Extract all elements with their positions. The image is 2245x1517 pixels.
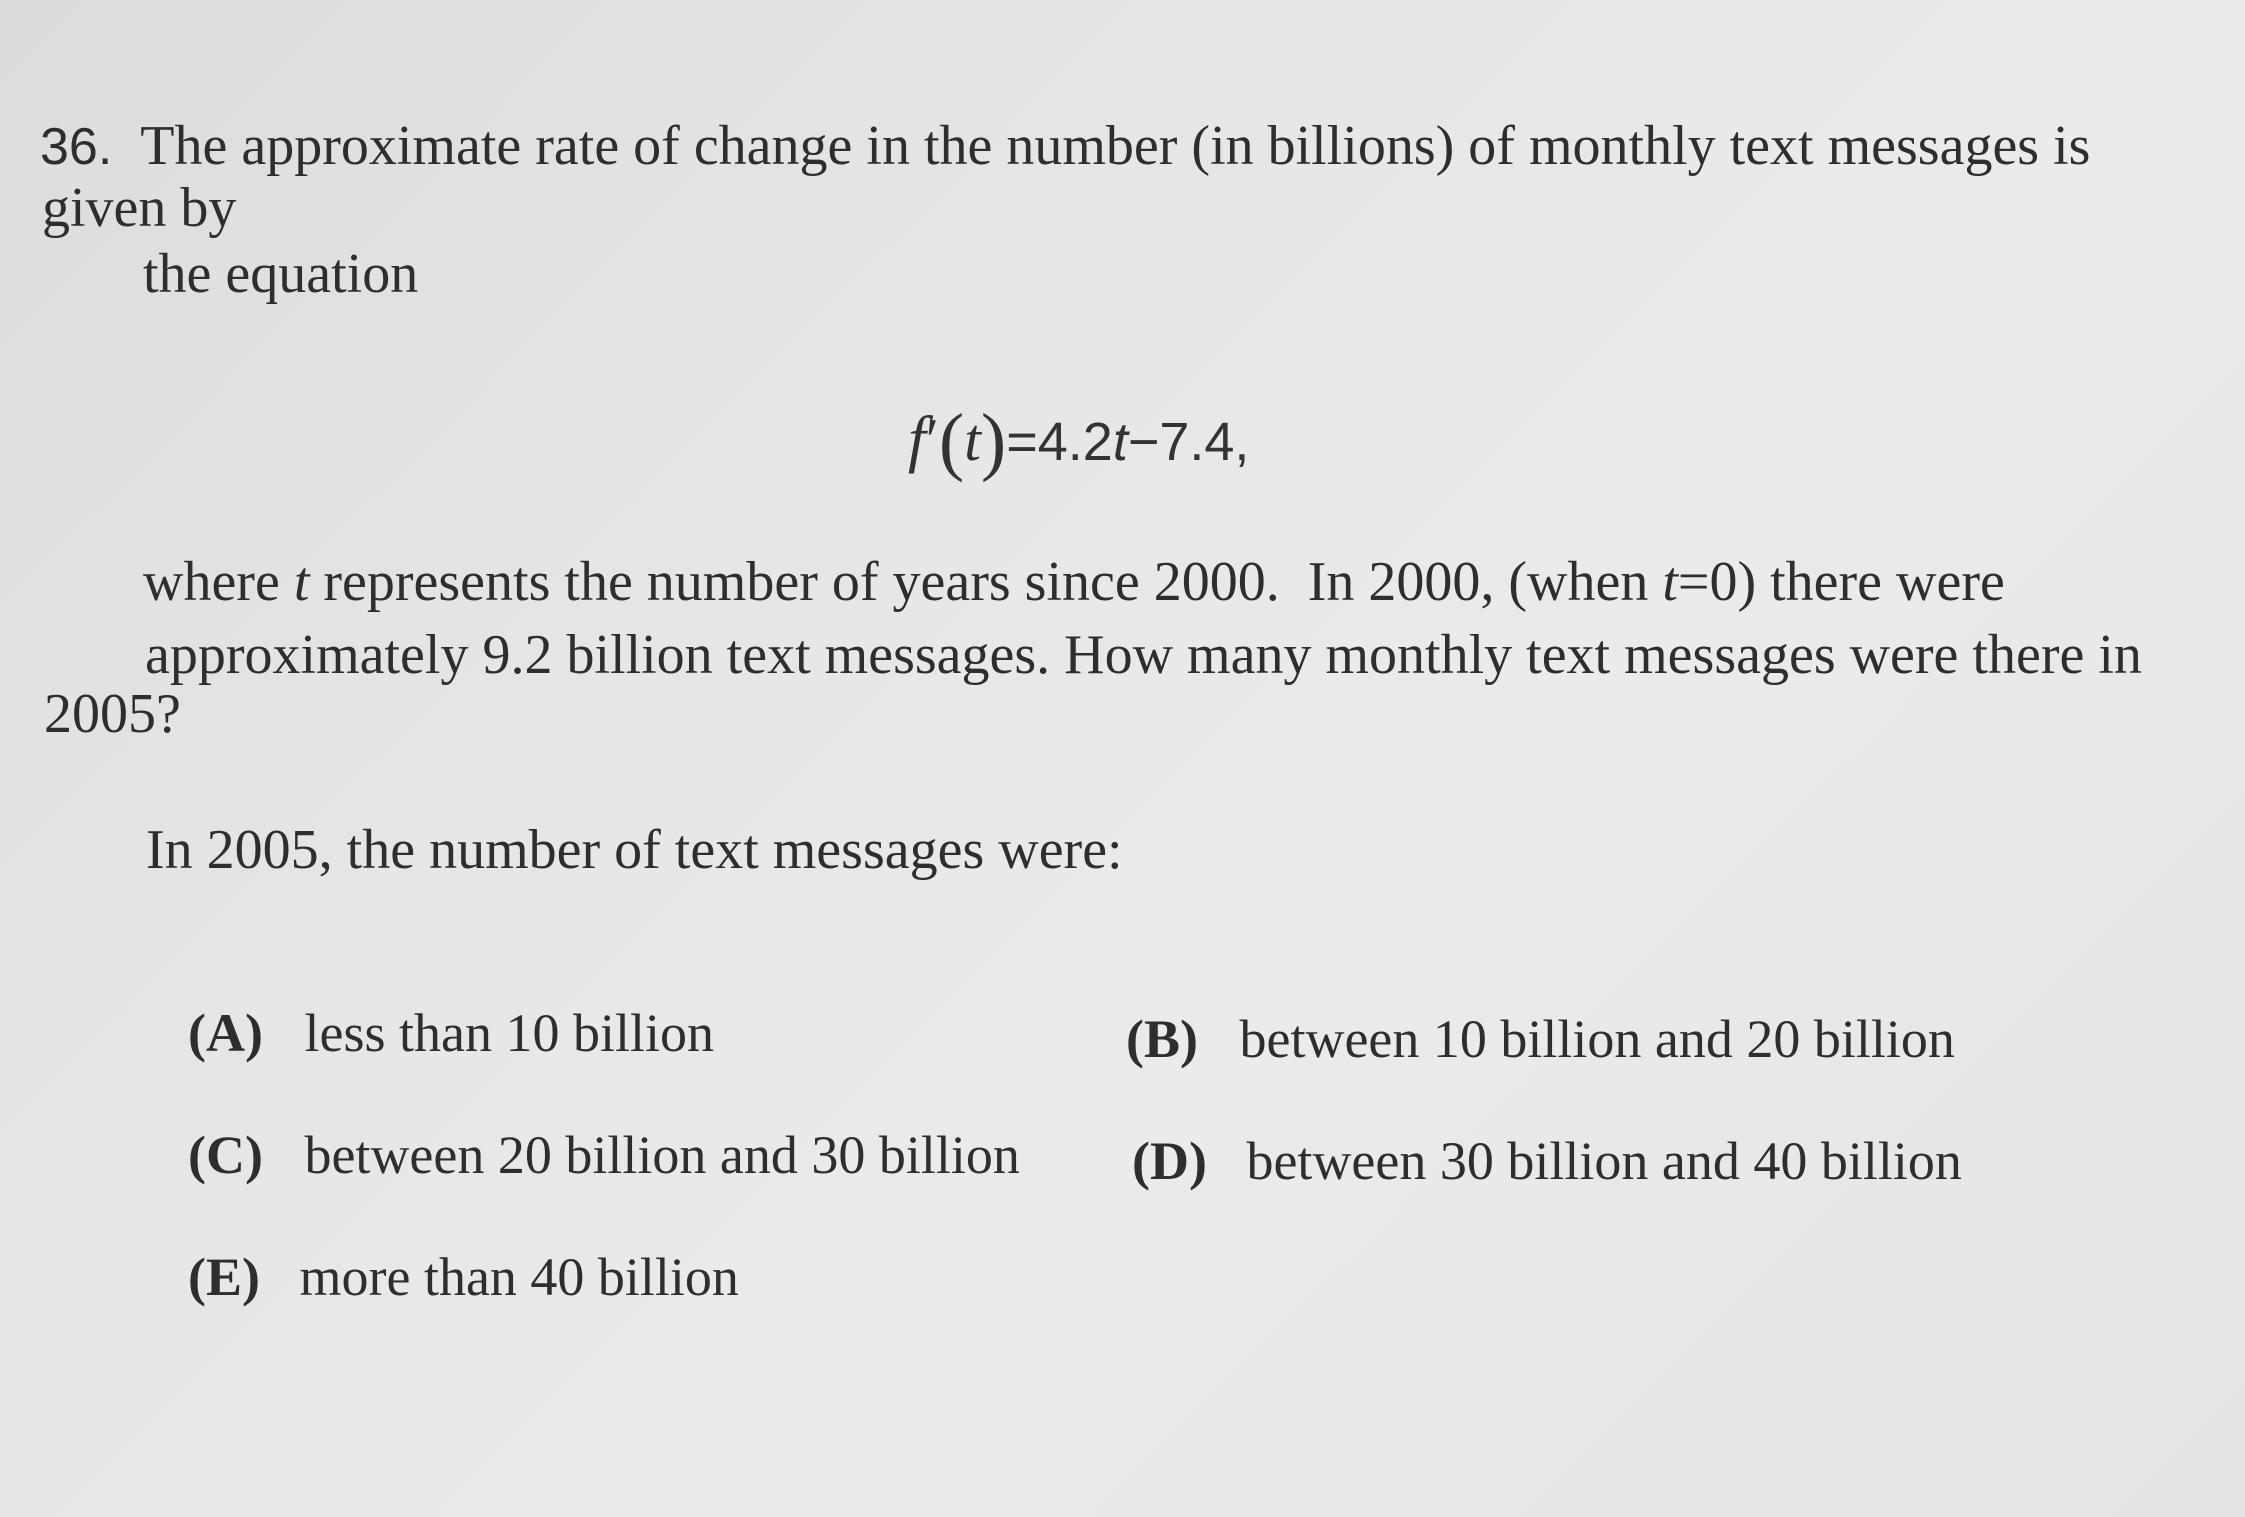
- where-variable: t: [293, 551, 310, 613]
- option-c-text: between 20 billion and 30 billion: [304, 1125, 1020, 1185]
- where-text-a: where: [143, 551, 294, 613]
- option-a-text: less than 10 billion: [304, 1003, 714, 1063]
- question-text-line-1: The approximate rate of change in the number (in billions) of monthly text messages is: [140, 115, 2091, 177]
- option-e-letter: (E): [188, 1247, 260, 1307]
- option-b-text: between 10 billion and 20 billion: [1239, 1009, 1955, 1069]
- option-e[interactable]: [188, 1247, 739, 1307]
- equation-variable: t: [964, 407, 981, 473]
- option-d-letter: (D): [1132, 1131, 1207, 1191]
- where-line: [143, 551, 2005, 613]
- option-e-text: more than 40 billion: [299, 1247, 739, 1307]
- question-line-1: [40, 115, 2091, 177]
- answer-prompt: In 2005, the number of text messages were:: [146, 819, 1123, 881]
- question-line-2: given by: [42, 177, 237, 239]
- option-b-letter: (B): [1126, 1009, 1198, 1069]
- equation-prime: ′: [925, 407, 939, 473]
- option-d[interactable]: [1132, 1131, 1962, 1191]
- derivative-equation: [908, 398, 1249, 485]
- equation-rhs-coefficient: =4.2: [1006, 412, 1113, 472]
- equation-open-paren: (: [938, 399, 965, 483]
- equation-close-paren: ): [980, 399, 1007, 483]
- where-text-b: represents the number of years since 2000. In 2000, (when: [309, 551, 1663, 613]
- option-a-letter: (A): [188, 1003, 263, 1063]
- equation-rhs-constant: −7.4,: [1127, 412, 1250, 472]
- where-variable-2: t: [1662, 551, 1678, 613]
- where-text-c: =0) there were: [1677, 551, 2005, 613]
- option-d-text: between 30 billion and 40 billion: [1246, 1131, 1962, 1191]
- question-number: 36.: [40, 118, 113, 176]
- approximately-line: approximately 9.2 billion text messages. How many monthly text messages were there in: [145, 624, 2142, 686]
- equation-rhs-variable: t: [1112, 412, 1128, 472]
- option-c-letter: (C): [188, 1125, 263, 1185]
- question-line-3: the equation: [143, 243, 419, 305]
- option-c[interactable]: [188, 1125, 1020, 1185]
- year-line: 2005?: [44, 683, 181, 745]
- option-b[interactable]: [1126, 1009, 1955, 1069]
- option-a[interactable]: [188, 1003, 714, 1063]
- equation-function: f: [908, 403, 926, 474]
